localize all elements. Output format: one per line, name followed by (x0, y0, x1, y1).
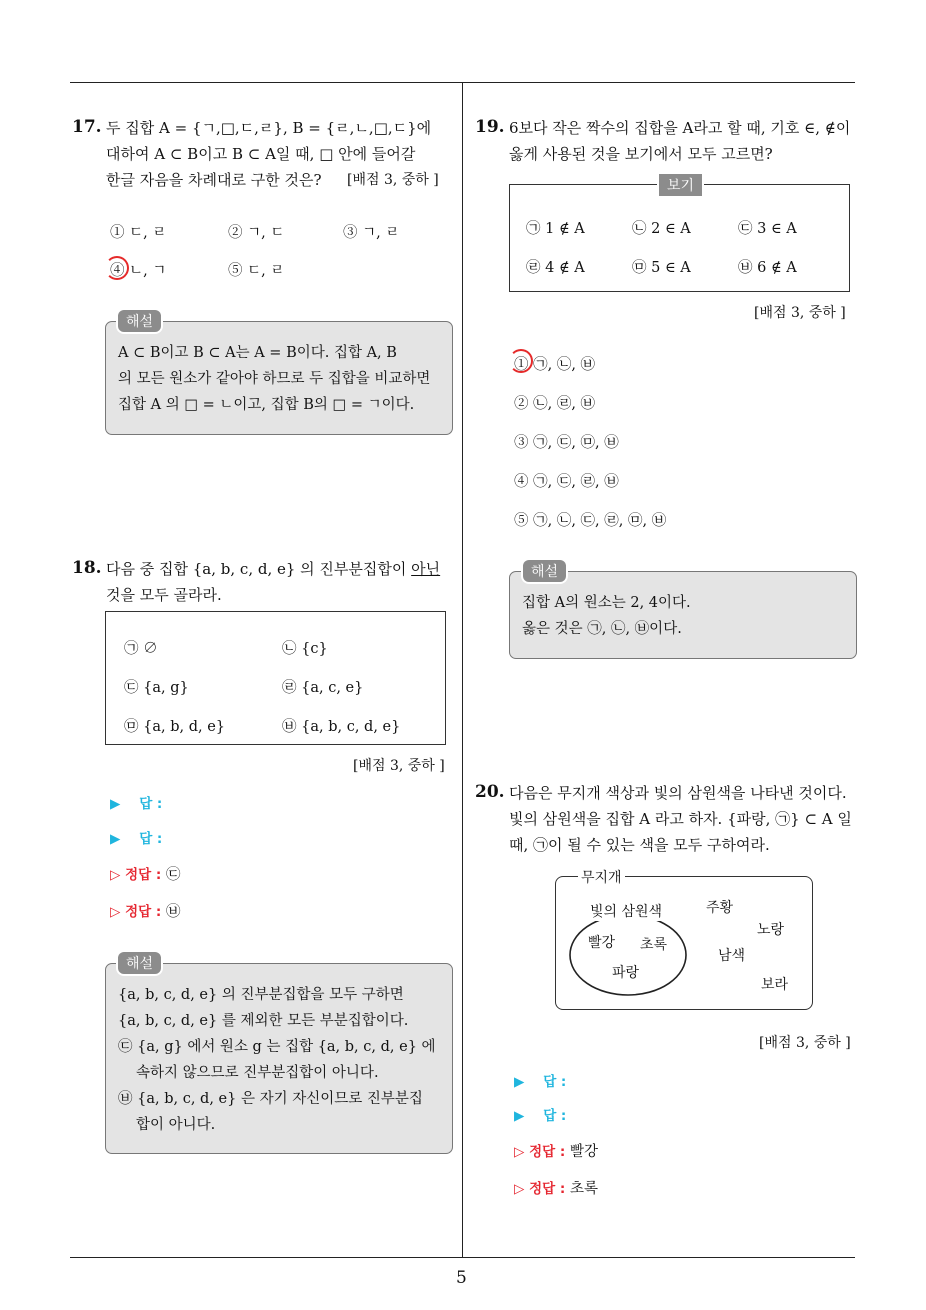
option-4[interactable]: ④ ㄴ, ㄱ (110, 263, 167, 279)
question-text-line: 두 집합 A = {ㄱ,□,ㄷ,ㄹ}, B = {ㄹ,ㄴ,□,ㄷ}에 (106, 119, 432, 137)
option-2[interactable]: ② ㄱ, ㄷ (228, 225, 285, 241)
correct-value: ㉥ (165, 904, 181, 920)
venn-diagram (555, 870, 813, 1010)
answer-label: 답 : (139, 796, 163, 812)
solution-line: 속하지 않으므로 진부분집합이 아니다. (136, 1065, 379, 1081)
correct-answer-row: ▷ 정답 : ㉥ (110, 904, 181, 920)
question-text-line: 때, ㉠이 될 수 있는 색을 모두 구하여라. (509, 836, 770, 854)
question-text-line: 6보다 작은 짝수의 집합을 A라고 할 때, 기호 ∈, ∉이 (509, 119, 851, 137)
solution-line: 집합 A 의 □ = ㄴ이고, 집합 B의 □ = ㄱ이다. (118, 397, 415, 413)
bogi-item: ㉡ 2 ∈ A (632, 221, 691, 237)
answer-circle-icon (105, 256, 129, 280)
solution-line: {a, b, c, d, e} 의 진부분집합을 모두 구하면 (118, 987, 404, 1003)
solution-line: A ⊂ B이고 B ⊂ A는 A = B이다. 집합 A, B (118, 345, 397, 361)
inner-set-label: 빛의 삼원색 (588, 901, 664, 921)
bogi-tab: 보기 (659, 174, 702, 196)
answer-label: 답 : (543, 1074, 567, 1090)
question-text-line: 것을 모두 골라라. (106, 586, 222, 604)
option-5[interactable]: ⑤ ㄷ, ㄹ (228, 263, 285, 279)
choice-item: ㉣ {a, c, e} (282, 680, 364, 696)
bogi-item: ㉣ 4 ∉ A (526, 260, 585, 276)
score-label: [배점 3, 중하 ] (759, 1035, 851, 1051)
option-3[interactable]: ③ ㄱ, ㄹ (343, 225, 400, 241)
score-label: [배점 3, 중하 ] (754, 305, 846, 321)
correct-label: 정답 : (125, 904, 162, 920)
solution-line: 의 모든 원소가 같아야 하므로 두 집합을 비교하면 (118, 371, 431, 387)
correct-answer-row: ▷ 정답 : ㉢ (110, 867, 181, 883)
solution-line: 합이 아니다. (136, 1117, 216, 1133)
solution-line: 옳은 것은 ㉠, ㉡, ㉥이다. (522, 621, 682, 637)
correct-answer-row: ▷ 정답 : 초록 (514, 1181, 598, 1197)
answer-label: 답 : (139, 831, 163, 847)
solution-box (509, 571, 857, 659)
question-text-line: 빛의 삼원색을 집합 A 라고 하자. {파랑, ㉠} ⊂ A 일 (509, 810, 852, 828)
question-number: 20. (475, 782, 505, 802)
answer-row[interactable]: ▶ 답 : (514, 1074, 567, 1090)
question-text-line (106, 556, 440, 582)
correct-label: 정답 : (529, 1181, 566, 1197)
option-1[interactable]: ① ㉠, ㉡, ㉥ (514, 357, 596, 373)
answer-label: 답 : (543, 1108, 567, 1124)
question-text-line: 다음은 무지개 색상과 빛의 삼원색을 나타낸 것이다. (509, 784, 847, 802)
correct-value: ㉢ (165, 867, 181, 883)
bottom-rule (70, 1257, 855, 1258)
solution-box (105, 963, 453, 1154)
outer-item: 노랑 (757, 922, 785, 938)
option-1[interactable]: ① ㄷ, ㄹ (110, 225, 167, 241)
solution-line: 집합 A의 원소는 2, 4이다. (522, 595, 691, 611)
option-3[interactable]: ③ ㉠, ㉢, ㉤, ㉥ (514, 435, 619, 451)
inner-item: 빨강 (588, 935, 616, 951)
column-divider (462, 82, 463, 1257)
bogi-box (509, 184, 850, 292)
score-label: [배점 3, 중하 ] (347, 172, 439, 188)
emphasis-text: 아닌 (411, 560, 441, 578)
correct-value: 초록 (569, 1181, 598, 1197)
bogi-item: ㉠ 1 ∉ A (526, 221, 585, 237)
answer-row[interactable]: ▶ 답 : (110, 796, 163, 812)
page-number: 5 (456, 1268, 467, 1288)
question-number: 17. (72, 117, 102, 137)
choice-item: ㉡ {c} (282, 641, 328, 657)
choice-item: ㉤ {a, b, d, e} (124, 719, 226, 735)
answer-row[interactable]: ▶ 답 : (514, 1108, 567, 1124)
option-5[interactable]: ⑤ ㉠, ㉡, ㉢, ㉣, ㉤, ㉥ (514, 513, 667, 529)
question-text-line: 옳게 사용된 것을 보기에서 모두 고르면? (509, 145, 773, 163)
choice-box (105, 611, 446, 745)
outer-item: 주황 (706, 900, 734, 916)
correct-label: 정답 : (529, 1144, 566, 1160)
outer-item: 보라 (761, 977, 789, 993)
outer-set-label: 무지개 (578, 867, 625, 887)
bogi-item: ㉢ 3 ∈ A (738, 221, 797, 237)
solution-tab: 해설 (118, 952, 161, 974)
question-text: 다음 중 집합 {a, b, c, d, e} 의 진부분집합이 (106, 560, 412, 578)
correct-label: 정답 : (125, 867, 162, 883)
outer-item: 남색 (718, 948, 746, 964)
solution-tab: 해설 (118, 310, 161, 332)
solution-tab: 해설 (523, 560, 566, 582)
question-text-line: 대하여 A ⊂ B이고 B ⊂ A일 때, □ 안에 들어갈 (106, 145, 416, 163)
solution-line: ㉢ {a, g} 에서 원소 g 는 집합 {a, b, c, d, e} 에 (118, 1039, 436, 1055)
question-number: 18. (72, 558, 102, 578)
option-2[interactable]: ② ㉡, ㉣, ㉥ (514, 396, 596, 412)
score-label: [배점 3, 중하 ] (353, 758, 445, 774)
option-4[interactable]: ④ ㉠, ㉢, ㉣, ㉥ (514, 474, 619, 490)
choice-item: ㉢ {a, g} (124, 680, 189, 696)
answer-circle-icon (509, 349, 533, 373)
inner-item: 초록 (640, 937, 668, 953)
solution-box (105, 321, 453, 435)
solution-line: ㉥ {a, b, c, d, e} 은 자기 자신이므로 진부분집 (118, 1091, 423, 1107)
choice-item: ㉠ ∅ (124, 641, 158, 657)
correct-answer-row: ▷ 정답 : 빨강 (514, 1144, 598, 1160)
bogi-item: ㉤ 5 ∈ A (632, 260, 691, 276)
solution-line: {a, b, c, d, e} 를 제외한 모든 부분집합이다. (118, 1013, 409, 1029)
question-text-line: 한글 자음을 차례대로 구한 것은? (106, 171, 322, 189)
question-number: 19. (475, 117, 505, 137)
choice-item: ㉥ {a, b, c, d, e} (282, 719, 401, 735)
answer-row[interactable]: ▶ 답 : (110, 831, 163, 847)
inner-item: 파랑 (612, 965, 640, 981)
bogi-item: ㉥ 6 ∉ A (738, 260, 797, 276)
correct-value: 빨강 (569, 1144, 598, 1160)
